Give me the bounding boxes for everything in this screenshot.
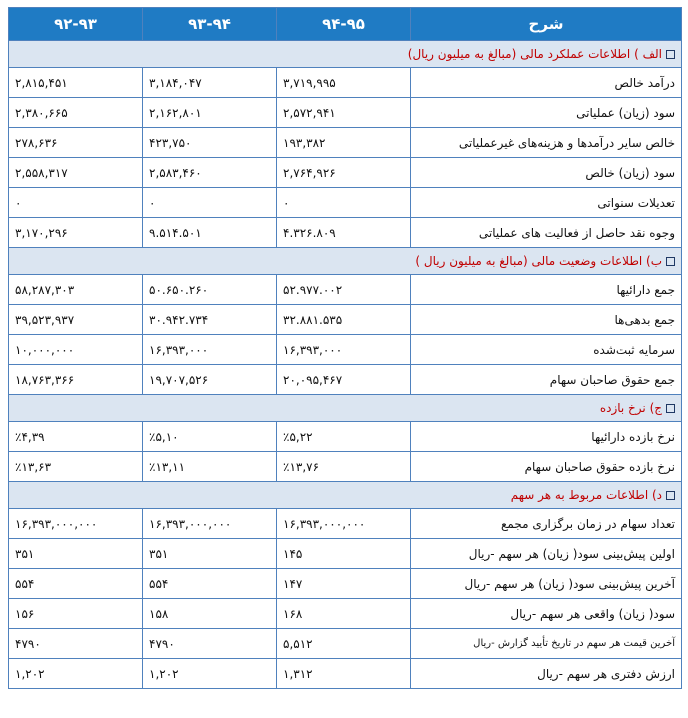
value-year-1: ٪۱۳,۷۶ (277, 452, 411, 482)
value-year-3: ۲۷۸,۶۳۶ (9, 128, 143, 158)
section-title-cell (9, 41, 682, 68)
value-year-2: ۱۶,۳۹۳,۰۰۰,۰۰۰ (143, 509, 277, 539)
value-year-2: ۹.۵۱۴.۵۰۱ (143, 218, 277, 248)
value-year-1: ۵,۵۱۲ (277, 629, 411, 659)
value-year-2: ۱۹,۷۰۷,۵۲۶ (143, 365, 277, 395)
row-label: اولین پیش‌بینی سود( زیان) هر سهم -ریال (411, 539, 682, 569)
value-year-1: ۱۴۵ (277, 539, 411, 569)
section-marker-icon (666, 491, 675, 500)
value-year-3: ٪۴,۳۹ (9, 422, 143, 452)
table-row (9, 305, 682, 335)
header-year-1: ۹۴-۹۵ (277, 8, 411, 41)
value-year-2: ۱۵۸ (143, 599, 277, 629)
section-marker-icon (666, 404, 675, 413)
row-label: آخرین قیمت هر سهم در تاریخ تأیید گزارش -ریال (411, 629, 682, 659)
value-year-1: ۱۶۸ (277, 599, 411, 629)
value-year-2: ۴۷۹۰ (143, 629, 277, 659)
value-year-3: ۱۸,۷۶۳,۳۶۶ (9, 365, 143, 395)
table-row (9, 335, 682, 365)
value-year-3: ۳۹,۵۲۳,۹۳۷ (9, 305, 143, 335)
value-year-2: ۲,۱۶۲,۸۰۱ (143, 98, 277, 128)
section-title-cell (9, 248, 682, 275)
value-year-3: ۱,۲۰۲ (9, 659, 143, 689)
table-row (9, 128, 682, 158)
value-year-3: ۳۵۱ (9, 539, 143, 569)
value-year-1: ۱۶,۳۹۳,۰۰۰ (277, 335, 411, 365)
value-year-1: ۱۶,۳۹۳,۰۰۰,۰۰۰ (277, 509, 411, 539)
section-title-cell (9, 482, 682, 509)
table-row (9, 98, 682, 128)
table-row (9, 509, 682, 539)
row-label: تعدیلات سنواتی (411, 188, 682, 218)
value-year-3: ۱۰,۰۰۰,۰۰۰ (9, 335, 143, 365)
header-year-2: ۹۳-۹۴ (143, 8, 277, 41)
value-year-1: ۰ (277, 188, 411, 218)
table-row (9, 365, 682, 395)
row-label: سود (زیان) عملیاتی (411, 98, 682, 128)
value-year-3: ۰ (9, 188, 143, 218)
row-label: ارزش دفتری هر سهم -ریال (411, 659, 682, 689)
section-marker-icon (666, 257, 675, 266)
value-year-3: ۲,۵۵۸,۳۱۷ (9, 158, 143, 188)
row-label: نرخ بازده حقوق صاحبان سهام (411, 452, 682, 482)
value-year-2: ۰ (143, 188, 277, 218)
table-row (9, 188, 682, 218)
value-year-3: ۱۶,۳۹۳,۰۰۰,۰۰۰ (9, 509, 143, 539)
section-title: ج) نرخ بازده (599, 401, 662, 415)
section-header-row (9, 41, 682, 68)
value-year-2: ۵۵۴ (143, 569, 277, 599)
value-year-2: ۳,۱۸۴,۰۴۷ (143, 68, 277, 98)
header-year-3: ۹۲-۹۳ (9, 8, 143, 41)
table-row (9, 275, 682, 305)
value-year-3: ۴۷۹۰ (9, 629, 143, 659)
value-year-3: ۱۵۶ (9, 599, 143, 629)
value-year-3: ۳,۱۷۰,۲۹۶ (9, 218, 143, 248)
value-year-3: ٪۱۳,۶۳ (9, 452, 143, 482)
row-label: سود (زیان) خالص (411, 158, 682, 188)
value-year-1: ۱۹۳,۳۸۲ (277, 128, 411, 158)
value-year-1: ۲۰,۰۹۵,۴۶۷ (277, 365, 411, 395)
section-marker-icon (666, 50, 675, 59)
table-row (9, 569, 682, 599)
value-year-2: ٪۱۳,۱۱ (143, 452, 277, 482)
table-row (9, 452, 682, 482)
financial-summary-table-container (8, 7, 681, 710)
section-title-cell (9, 395, 682, 422)
header-row (9, 8, 682, 41)
section-header-row (9, 248, 682, 275)
section-header-row (9, 482, 682, 509)
row-label: درآمد خالص (411, 68, 682, 98)
value-year-2: ۵۰.۶۵۰.۲۶۰ (143, 275, 277, 305)
value-year-2: ۳۵۱ (143, 539, 277, 569)
section-header-row (9, 395, 682, 422)
table-row (9, 422, 682, 452)
value-year-2: ۱۶,۳۹۳,۰۰۰ (143, 335, 277, 365)
financial-summary-table (8, 7, 682, 689)
row-label: سرمایه ثبت‌شده (411, 335, 682, 365)
row-label: خالص سایر درآمدها و هزینه‌های غیرعملیاتی (411, 128, 682, 158)
section-title: الف ) اطلاعات عملکرد مالی (مبالغ به میلیون ریال) (407, 47, 662, 61)
value-year-1: ۱۴۷ (277, 569, 411, 599)
value-year-1: ۳,۷۱۹,۹۹۵ (277, 68, 411, 98)
value-year-1: ۲,۵۷۲,۹۴۱ (277, 98, 411, 128)
row-label: آخرین پیش‌بینی سود( زیان) هر سهم -ریال (411, 569, 682, 599)
table-row (9, 599, 682, 629)
table-row (9, 158, 682, 188)
value-year-2: ٪۵,۱۰ (143, 422, 277, 452)
value-year-1: ۴.۳۲۶.۸۰۹ (277, 218, 411, 248)
value-year-2: ۳۰.۹۴۲.۷۳۴ (143, 305, 277, 335)
value-year-3: ۵۸,۲۸۷,۳۰۳ (9, 275, 143, 305)
value-year-1: ۵۲.۹۷۷.۰۰۲ (277, 275, 411, 305)
value-year-3: ۵۵۴ (9, 569, 143, 599)
section-title: د) اطلاعات مربوط به هر سهم (510, 488, 662, 502)
value-year-2: ۲,۵۸۳,۴۶۰ (143, 158, 277, 188)
row-label: جمع حقوق صاحبان سهام (411, 365, 682, 395)
row-label: جمع بدهی‌ها (411, 305, 682, 335)
value-year-1: ۱,۳۱۲ (277, 659, 411, 689)
header-description: شرح (411, 8, 682, 41)
row-label: سود( زیان) واقعی هر سهم -ریال (411, 599, 682, 629)
section-title: ب) اطلاعات وضعیت مالی (مبالغ به میلیون ریال ) (415, 254, 662, 268)
value-year-3: ۲,۸۱۵,۴۵۱ (9, 68, 143, 98)
row-label: وجوه نقد حاصل از فعالیت های عملیاتی (411, 218, 682, 248)
row-label: جمع دارائیها (411, 275, 682, 305)
table-row (9, 218, 682, 248)
row-label: تعداد سهام در زمان برگزاری مجمع (411, 509, 682, 539)
row-label: نرخ بازده دارائیها (411, 422, 682, 452)
table-row (9, 68, 682, 98)
table-row (9, 659, 682, 689)
table-row (9, 539, 682, 569)
table-row (9, 629, 682, 659)
value-year-1: ۳۲.۸۸۱.۵۳۵ (277, 305, 411, 335)
value-year-3: ۲,۳۸۰,۶۶۵ (9, 98, 143, 128)
value-year-2: ۱,۲۰۲ (143, 659, 277, 689)
value-year-2: ۴۲۳,۷۵۰ (143, 128, 277, 158)
value-year-1: ۲,۷۶۴,۹۲۶ (277, 158, 411, 188)
value-year-1: ٪۵,۲۲ (277, 422, 411, 452)
